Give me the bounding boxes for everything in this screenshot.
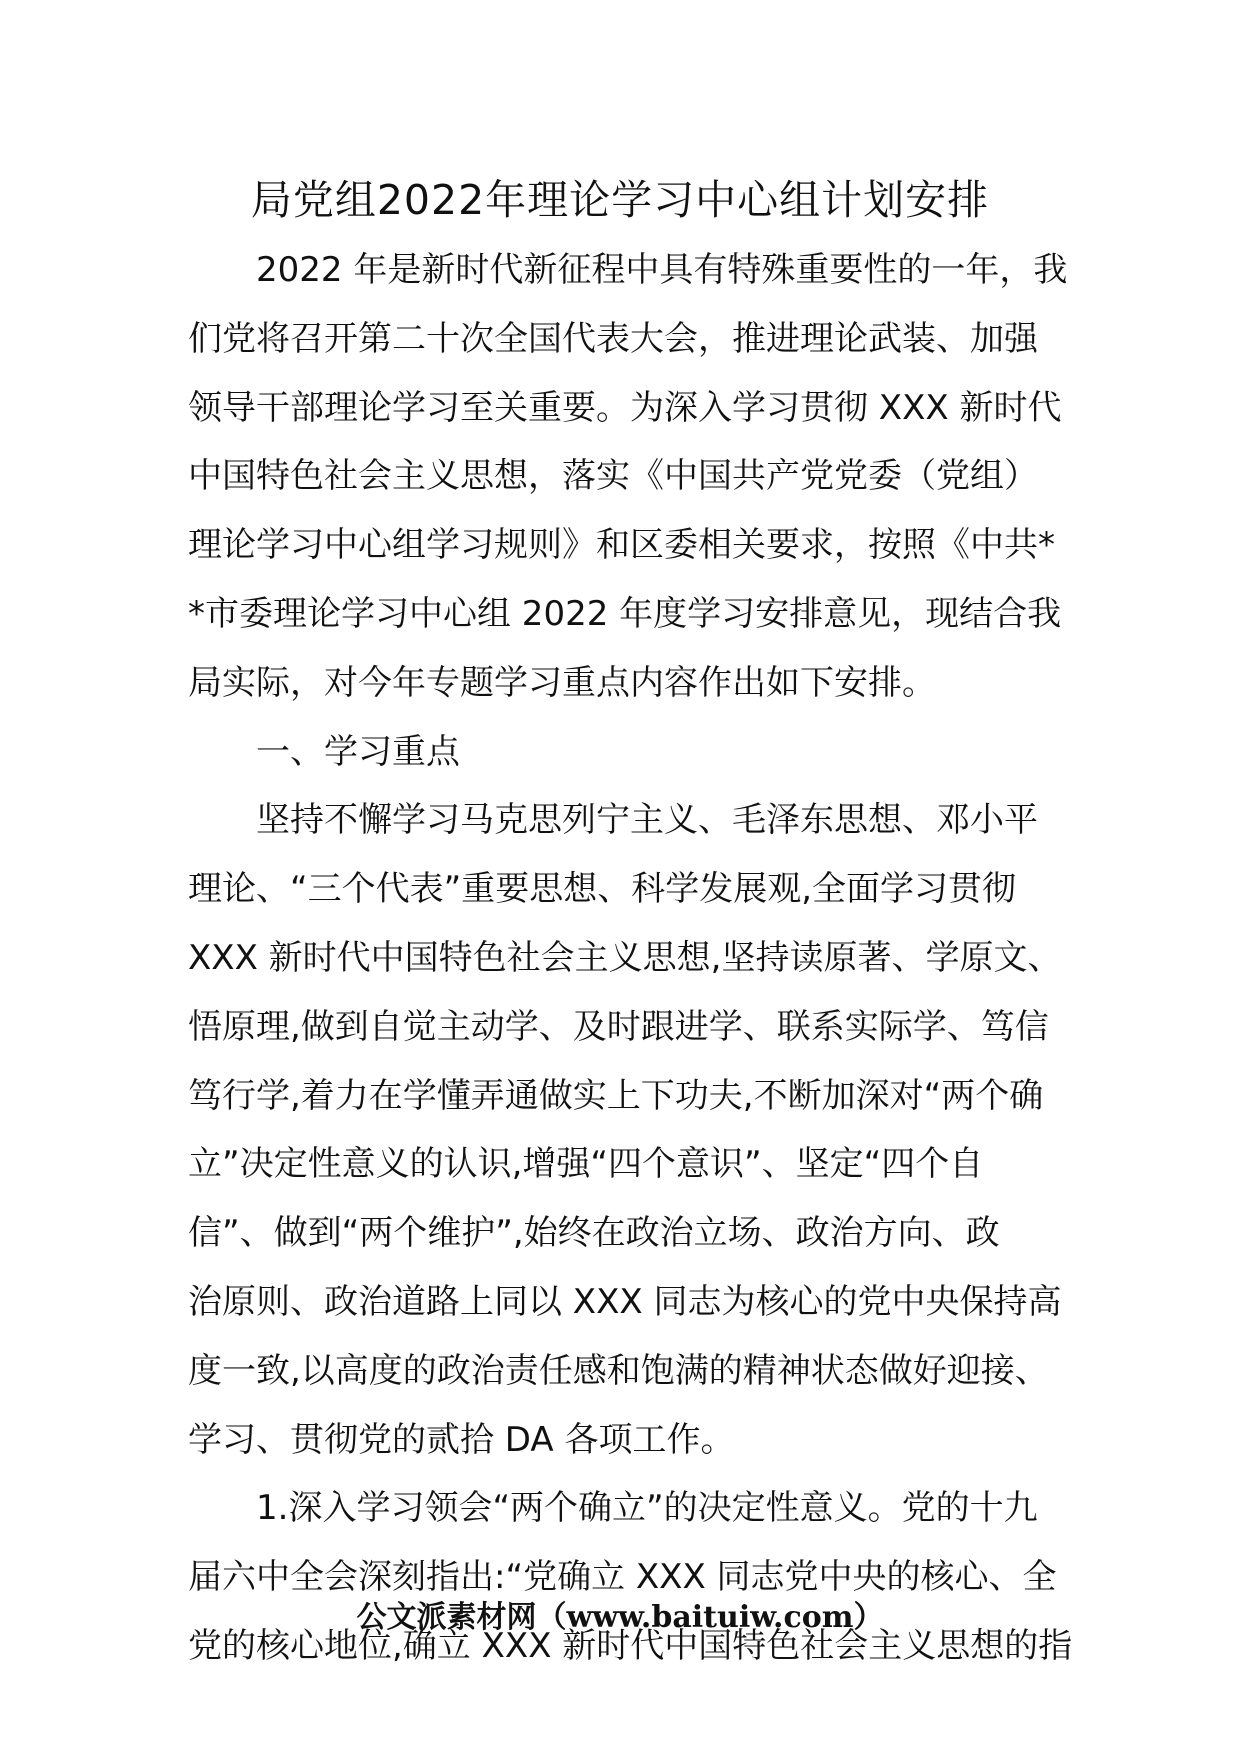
text-line: 度一致,以高度的政治责任感和饱满的精神状态做好迎接、 xyxy=(188,1350,1049,1391)
text-line: 理论学习中心组学习规则》和区委相关要求，按照《中共* xyxy=(188,525,1055,566)
text-line: 治原则、政治道路上同以 XXX 同志为核心的党中央保持高 xyxy=(188,1281,1062,1322)
text-line: 一、学习重点 xyxy=(256,731,460,772)
text-line: 笃行学,着力在学懂弄通做实上下功夫,不断加深对“两个确 xyxy=(188,1075,1044,1116)
text-line: 立”决定性意义的认识,增强“四个意识”、坚定“四个自 xyxy=(188,1144,984,1185)
document-title: 局党组2022年理论学习中心组计划安排 xyxy=(250,176,990,224)
document-body xyxy=(188,236,1073,1681)
text-line: XXX 新时代中国特色社会主义思想,坚持读原著、学原文、 xyxy=(188,937,1062,978)
text-line: 党的核心地位,确立 XXX 新时代中国特色社会主义思想的指 xyxy=(188,1625,1073,1666)
text-line: 届六中全会深刻指出:“党确立 XXX 同志党中央的核心、全 xyxy=(188,1557,1057,1598)
text-line: 2022 年是新时代新征程中具有特殊重要性的一年，我 xyxy=(256,250,1068,290)
text-line: 领导干部理论学习至关重要。为深入学习贯彻 XXX 新时代 xyxy=(188,387,1062,428)
text-line: 们党将召开第二十次全国代表大会，推进理论武装、加强 xyxy=(188,318,1038,359)
text-line: 局实际，对今年专题学习重点内容作出如下安排。 xyxy=(188,662,936,703)
text-line: 理论、“三个代表”重要思想、科学发展观,全面学习贯彻 xyxy=(188,869,1017,910)
text-line: 1.深入学习领会“两个确立”的决定性意义。党的十九 xyxy=(256,1488,1038,1529)
text-line: 悟原理,做到自觉主动学、及时跟进学、联系实际学、笃信 xyxy=(188,1006,1049,1047)
text-line: 信”、做到“两个维护”,始终在政治立场、政治方向、政 xyxy=(188,1213,1000,1254)
text-line: 学习、贯彻党的贰拾 DA 各项工作。 xyxy=(188,1419,735,1460)
text-line: 坚持不懈学习马克思列宁主义、毛泽东思想、邓小平 xyxy=(256,800,1038,841)
text-line: *市委理论学习中心组 2022 年度学习安排意见，现结合我 xyxy=(188,593,1062,634)
footer-watermark: 公文派素材网（www.baituiw.com） xyxy=(356,1600,884,1635)
text-line: 中国特色社会主义思想，落实《中国共产党党委（党组） xyxy=(188,456,1038,497)
